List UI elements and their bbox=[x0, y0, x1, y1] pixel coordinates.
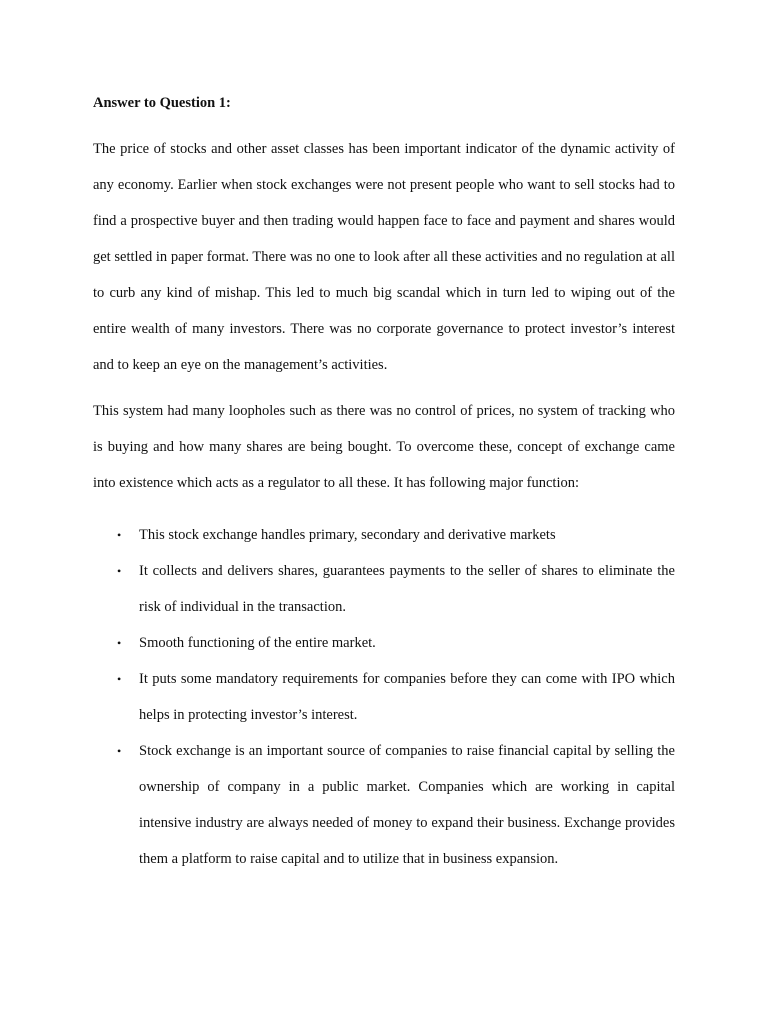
bullet-icon: • bbox=[117, 744, 122, 758]
document-page bbox=[93, 93, 675, 877]
list-item-text: Smooth functioning of the entire market. bbox=[139, 635, 376, 651]
bullet-icon: • bbox=[117, 528, 122, 542]
answer-heading: Answer to Question 1: bbox=[93, 95, 231, 111]
list-item-text: It puts some mandatory requirements for companies before they can come with IPO which helps in protecting investor’s interest. bbox=[139, 671, 675, 723]
function-list bbox=[93, 517, 675, 877]
paragraph-intro: The price of stocks and other asset classes has been important indicator of the dynamic activity of any economy. Earlier when stock exchanges were not present people who want to sell stocks had to find a prospective buyer and then trading would happen face to face and payment and shares would get settled in paper format. There was no one to look after all these activities and no regulation at all to curb any kind of mishap. This led to much big scandal which in turn led to wiping out of the entire wealth of many investors. There was no corporate governance to protect investor’s interest and to keep an eye on the management’s activities. bbox=[93, 141, 675, 373]
paragraph-loopholes: This system had many loopholes such as there was no control of prices, no system of tracking who is buying and how many shares are being bought. To overcome these, concept of exchange came into existence which acts as a regulator to all these. It has following major function: bbox=[93, 403, 675, 491]
list-item bbox=[93, 517, 675, 553]
list-item bbox=[93, 733, 675, 877]
list-item-text: This stock exchange handles primary, secondary and derivative markets bbox=[139, 527, 556, 543]
bullet-icon: • bbox=[117, 636, 122, 650]
list-item-text: Stock exchange is an important source of companies to raise financial capital by selling the ownership of company in a public market. Companies which are working in capital intensive industry are always needed of money to expand their business. Exchange provides them a platform to raise capital and to utilize that in business expansion. bbox=[139, 743, 675, 867]
list-item-text: It collects and delivers shares, guarantees payments to the seller of shares to eliminate the risk of individual in the transaction. bbox=[139, 563, 675, 615]
list-item bbox=[93, 661, 675, 733]
bullet-icon: • bbox=[117, 564, 122, 578]
list-item bbox=[93, 625, 675, 661]
bullet-icon: • bbox=[117, 672, 122, 686]
list-item bbox=[93, 553, 675, 625]
